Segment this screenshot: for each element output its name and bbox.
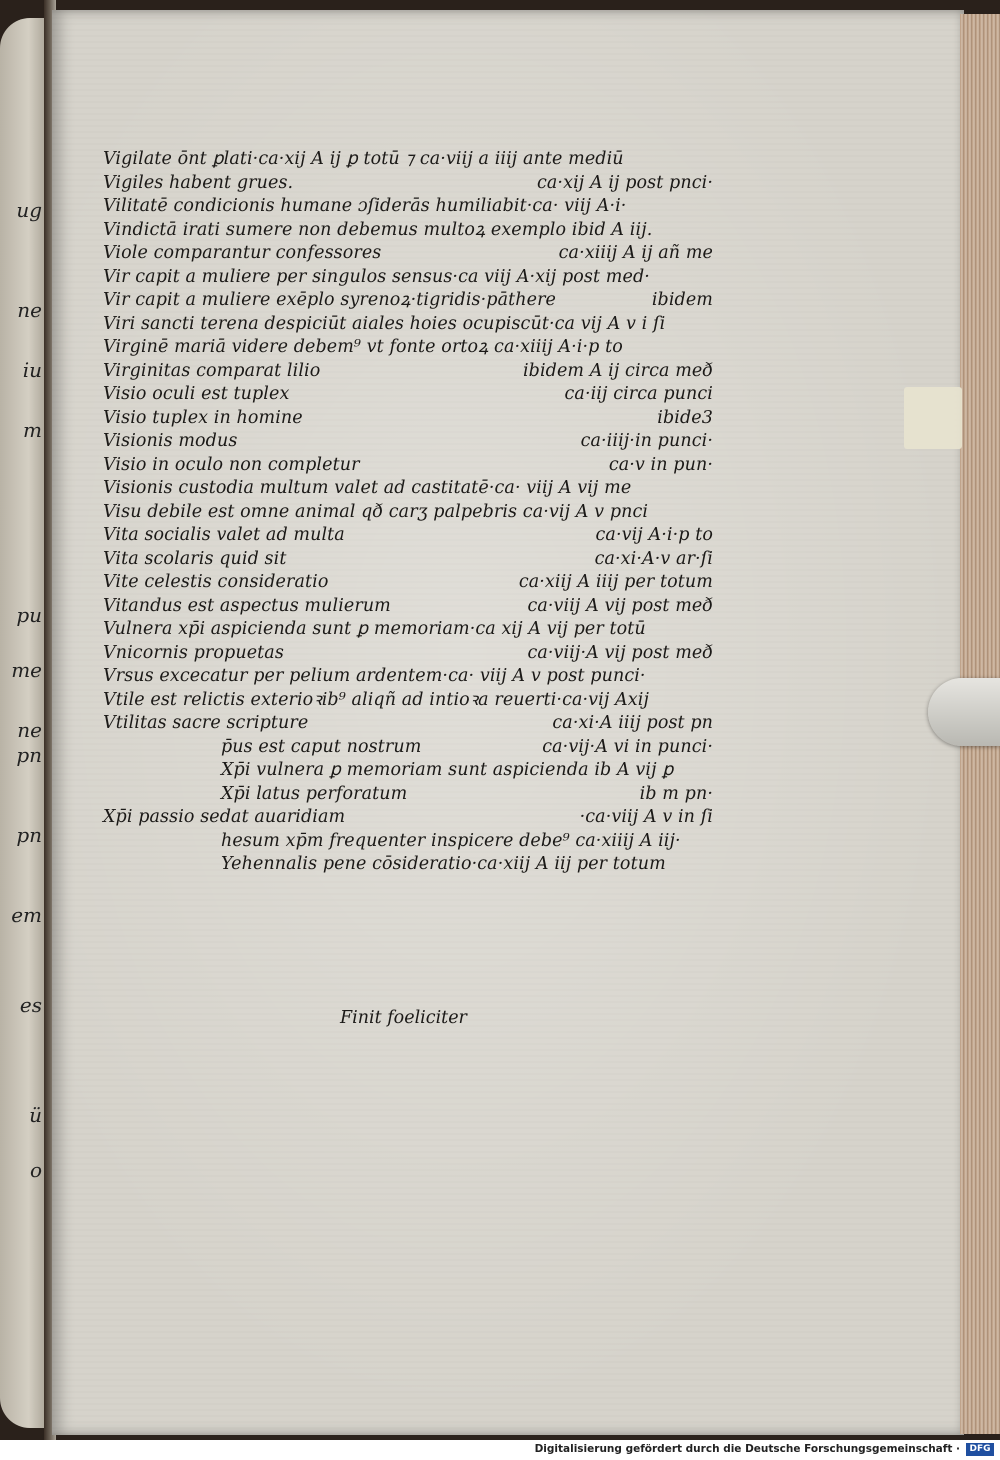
entry-reference: ca·iij circa punci [564, 384, 713, 404]
index-entry [103, 454, 713, 478]
index-entry [103, 571, 713, 595]
index-entry [103, 783, 713, 807]
index-entry [103, 242, 713, 266]
left-page-fragment: pn [16, 743, 42, 767]
entry-text: Xp̄i latus perforatum [221, 783, 408, 804]
entry-text: Virginitas comparat lilio [103, 360, 321, 381]
page-clip [928, 678, 1000, 746]
entry-text: Visio oculi est tuplex [103, 384, 290, 404]
entry-text: Xp̄i passio sedat auaridiam [103, 807, 346, 827]
index-entry [103, 618, 713, 642]
left-page-fragment: ü [29, 1103, 42, 1127]
left-page-fragment: me [11, 658, 42, 682]
index-entry [103, 289, 713, 313]
index-entry [103, 853, 713, 877]
index-entry [103, 407, 713, 431]
entry-reference: ibide3 [657, 407, 713, 428]
entry-text: Vtile est relictis exterioꝛib⁹ aliqñ ad intioꝛa reuerti·ca·vij Axij [103, 689, 649, 710]
dfg-credit: Digitalisierung gefördert durch die Deutsche Forschungsgemeinschaft · [534, 1443, 960, 1455]
index-entry [103, 501, 713, 525]
entry-text: Xp̄i vulnera ꝑ memoriam sunt aspicienda ib A vij ꝑ [221, 760, 674, 780]
left-page-fragment: ne [17, 718, 42, 742]
entry-reference: ibidem [651, 290, 713, 310]
index-entry [103, 172, 713, 196]
index-entry [103, 360, 713, 384]
index-entry [103, 336, 713, 360]
entry-text: Virginē mariā videre debem⁹ vt fonte ortoꝝ ca·xiiij A·i·p to [103, 337, 623, 357]
index-entry [103, 524, 713, 548]
entry-text: Vrsus excecatur per pelium ardentem·ca· viij A v post punci· [103, 666, 646, 686]
index-entry [103, 736, 713, 760]
entry-reference: ca·iiij·in punci· [580, 431, 713, 451]
entry-text: Viri sancti terena despiciūt aiales hoies ocupiscūt·ca vij A v i ſi [103, 313, 666, 334]
index-entry [103, 383, 713, 407]
entry-text: Vita scolaris quid sit [103, 548, 287, 569]
left-page-fragment: em [11, 903, 42, 927]
index-entry [103, 195, 713, 219]
entry-text: Vulnera xp̄i aspicienda sunt ꝑ memoriam·ca xij A vij per totū [103, 619, 646, 639]
dfg-logo-icon: DFG [966, 1443, 994, 1456]
entry-text: Vir capit a muliere per singulos sensus·ca viij A·xij post med· [103, 266, 650, 287]
left-page-fragment: ug [16, 198, 42, 222]
left-page-fragment: pn [16, 823, 42, 847]
entry-text: Vigilate ōnt ꝑlati·ca·xij A ij ꝑ totū ⁊ ca·viij a iiij ante mediū [103, 149, 624, 169]
entry-reference: ca·xiiij A ij añ me [558, 243, 713, 263]
entry-reference: ca·xi·A iiij post pn [552, 713, 713, 733]
entry-reference: ca·vij A·i·p to [595, 525, 713, 545]
entry-text: Vita socialis valet ad multa [103, 525, 345, 545]
entry-reference: ca·v in pun· [608, 454, 713, 475]
entry-text: Visionis custodia multum valet ad castitatē·ca· viij A vij me [103, 478, 632, 498]
entry-reference: ca·xij A ij post pnci· [537, 172, 713, 193]
index-entry [103, 595, 713, 619]
index-entry [103, 806, 713, 830]
index-entry [103, 313, 713, 337]
entry-text: Vir capit a muliere exēplo syrenoꝝ·tigridis·pāthere [103, 290, 556, 310]
entry-reference: ib m pn· [639, 783, 713, 804]
entry-text: Vigiles habent grues. [103, 172, 294, 193]
index-entry [103, 712, 713, 736]
entry-text: Vnicornis propuetas [103, 642, 284, 663]
entry-text: Viole comparantur confessores [103, 243, 382, 263]
footer-bar [0, 1440, 1000, 1460]
entry-text: Visio in oculo non completur [103, 454, 360, 475]
index-entry [103, 430, 713, 454]
index-entry [103, 689, 713, 713]
index-entry [103, 830, 713, 854]
entry-text: Visionis modus [103, 431, 238, 451]
entry-text: Vindictā irati sumere non debemus multoꝝ exemplo ibid A iij. [103, 219, 653, 240]
paper-bookmark [904, 387, 962, 449]
entry-text: p̄us est caput nostrum [221, 736, 422, 757]
index-entry [103, 266, 713, 290]
left-page-fragment: es [19, 993, 42, 1017]
index-entry [103, 477, 713, 501]
entry-reference: ca·viij·A vij post með [527, 642, 713, 663]
entry-reference: ca·viij A vij post með [527, 595, 713, 616]
entry-text: Vtilitas sacre scripture [103, 713, 309, 733]
index-entry [103, 219, 713, 243]
entry-text: hesum xp̄m frequenter inspicere debe⁹ ca·xiiij A iij· [221, 830, 681, 851]
index-entry [103, 642, 713, 666]
entry-text: Visio tuplex in homine [103, 407, 303, 428]
entry-reference: ca·xiij A iiij per totum [518, 572, 713, 592]
entry-text: Yehennalis pene cōsideratio·ca·xiij A iij per totum [221, 854, 666, 874]
entry-text: Visu debile est omne animal qð carʒ palpebris ca·vij A v pnci [103, 501, 649, 522]
index-text-block [103, 148, 713, 877]
index-entry [103, 665, 713, 689]
entry-reference: ca·vij·A vi in punci· [542, 736, 713, 757]
left-page-fragment: m [23, 418, 42, 442]
entry-reference: ·ca·viij A v in ſi [579, 807, 713, 827]
entry-text: Vite celestis consideratio [103, 572, 329, 592]
entry-reference: ibidem A ij circa með [522, 360, 713, 381]
left-page-fragment: iu [22, 358, 42, 382]
entry-text: Vitandus est aspectus mulierum [103, 595, 391, 616]
index-entry [103, 148, 713, 172]
left-page-fragment: o [29, 1158, 42, 1182]
entry-text: Vilitatē condicionis humane ɔſiderās humiliabit·ca· viij A·i· [103, 196, 627, 216]
entry-reference: ca·xi·A·v ar·ſi [594, 548, 713, 569]
colophon: Finit foeliciter [340, 1008, 467, 1028]
left-page-fragment: ne [17, 298, 42, 322]
left-page-fragment: pu [16, 603, 42, 627]
index-entry [103, 548, 713, 572]
index-entry [103, 759, 713, 783]
